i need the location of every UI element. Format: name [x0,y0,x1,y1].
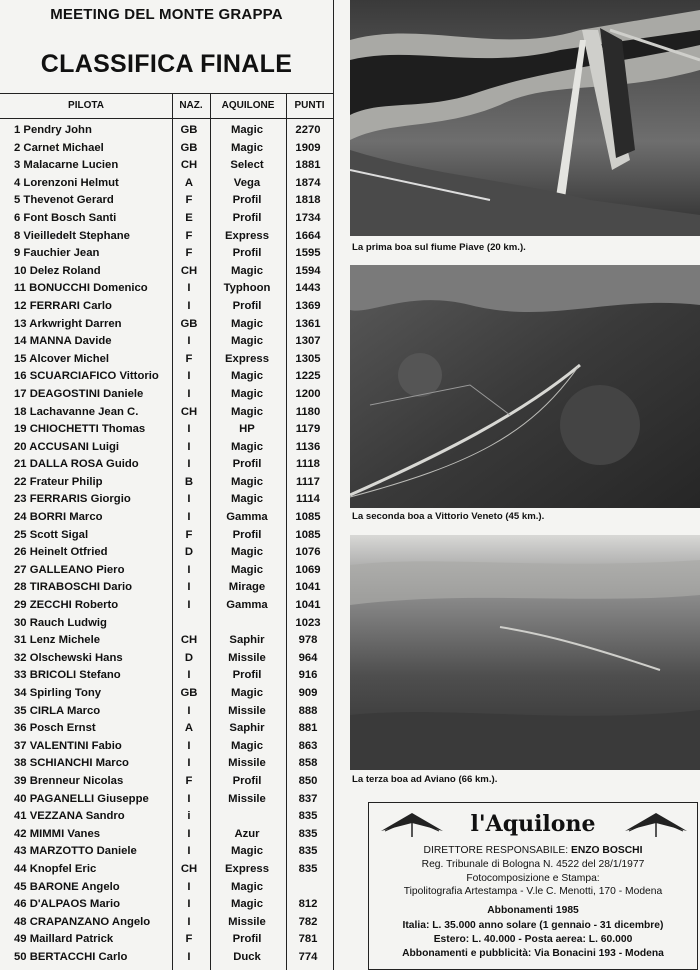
pilot-name: 26 Heinelt Otfried [14,546,108,559]
nationality: I [187,282,191,295]
kite-model: Magic [230,141,263,154]
table-row [0,351,333,369]
pilot-name: 23 FERRARIS Giorgio [14,493,131,506]
table-row [0,773,333,791]
table-row [0,615,333,633]
points: 1085 [295,511,321,524]
column-divider [333,0,334,970]
pilot-name: 2 Carnet Michael [14,141,104,154]
nationality: I [187,458,191,471]
nationality: CH [180,264,198,277]
points: 1136 [295,440,321,453]
nationality: GB [180,317,198,330]
pilot-name: 24 BORRI Marco [14,511,103,524]
nationality: I [187,739,191,752]
kite-icon [623,809,689,839]
nationality: I [187,845,191,858]
nationality: A [184,176,194,189]
photo-aviano [350,535,700,770]
kite-model: Profil [232,669,262,682]
points: 858 [298,757,318,770]
kite-model: Magic [230,387,263,400]
kite-model: Profil [232,528,262,541]
kite-model: Express [225,229,269,242]
pilot-name: 40 PAGANELLI Giuseppe [14,792,149,805]
points: 1594 [295,264,321,277]
points: 1595 [295,247,321,260]
points: 781 [298,933,318,946]
col-punti: PUNTI [294,100,325,111]
kite-model: Gamma [226,511,268,524]
points: 1305 [295,352,321,365]
pilot-name: 11 BONUCCHI Domenico [14,282,148,295]
table-row [0,122,333,140]
table-header [0,93,333,119]
points: 835 [298,827,318,840]
table-row [0,140,333,158]
pilot-name: 1 Pendry John [14,124,92,136]
table-row [0,808,333,826]
table-row [0,245,333,263]
points: 1180 [295,405,321,418]
pilot-name: 35 CIRLA Marco [14,704,101,717]
table-row [0,175,333,193]
pilot-name: 5 Thevenot Gerard [14,194,114,207]
kite-model: Magic [230,264,263,277]
table-row [0,421,333,439]
table-row [0,527,333,545]
points: 964 [298,651,318,664]
kite-model: Magic [230,898,263,911]
registration: Reg. Tribunale di Bologna N. 4522 del 28/1/1977 [421,859,645,870]
photo-caption: La prima boa sul fiume Piave (20 km.). [352,242,526,253]
points: 1179 [295,423,321,436]
pilot-name: 43 MARZOTTO Daniele [14,845,137,858]
nationality: I [187,757,191,770]
col-naz: NAZ. [179,100,203,111]
kite-model: HP [239,423,255,436]
table-row [0,491,333,509]
pilot-name: 46 D'ALPAOS Mario [14,898,121,911]
points: 812 [298,898,318,911]
nationality: F [185,528,193,541]
kite-model: Profil [232,458,262,471]
table-row [0,879,333,897]
table-row [0,298,333,316]
pilot-name: 22 Frateur Philip [14,475,103,488]
pilot-name: 18 Lachavanne Jean C. [14,405,139,418]
colophon-box [368,802,698,970]
table-row [0,579,333,597]
kite-model: Profil [232,247,262,260]
pilot-name: 37 VALENTINI Fabio [14,739,122,752]
pilot-name: 10 Delez Roland [14,264,101,277]
pilot-name: 41 VEZZANA Sandro [14,810,125,823]
kite-model: Missile [228,651,266,664]
points: 1734 [295,211,321,224]
points: 881 [298,722,318,735]
print-heading: Fotocomposizione e Stampa: [466,873,600,884]
subscription-abroad: Estero: L. 40.000 - Posta aerea: L. 60.000 [433,934,633,945]
photo-caption: La terza boa ad Aviano (66 km.). [352,774,498,785]
points: 1361 [295,317,321,330]
table-row [0,439,333,457]
kite-model: Mirage [228,581,266,594]
nationality: I [187,792,191,805]
points: 837 [298,792,318,805]
nationality: I [187,915,191,928]
pilot-name: 6 Font Bosch Santi [14,211,117,224]
kite-model: Magic [230,475,263,488]
points: 1118 [296,458,320,471]
points: 850 [298,774,318,787]
table-row [0,368,333,386]
nationality: I [187,563,191,576]
director-name: ENZO BOSCHI [570,845,643,856]
kite-model: Magic [230,440,263,453]
event-title: MEETING DEL MONTE GRAPPA [50,6,283,23]
nationality: CH [180,862,198,875]
table-row [0,333,333,351]
pilot-name: 9 Fauchier Jean [14,247,100,260]
nationality: GB [180,687,198,699]
table-row [0,509,333,527]
nationality: I [187,581,191,594]
nationality: I [187,387,191,400]
pilot-name: 14 MANNA Davide [14,335,112,348]
table-row [0,826,333,844]
col-pilota: PILOTA [68,100,104,111]
pilot-name: 39 Brenneur Nicolas [14,774,124,787]
points: 1117 [296,475,320,488]
nationality: F [185,352,193,365]
nationality: F [185,194,193,207]
kite-model: Profil [232,299,262,312]
kite-model: Missile [228,704,266,717]
table-row [0,544,333,562]
nationality: D [184,651,194,664]
points: 1369 [295,299,321,312]
kite-model: Magic [230,563,263,576]
table-row [0,791,333,809]
points: 1881 [295,159,321,172]
nationality: I [187,950,191,963]
table-row [0,562,333,580]
photo-caption: La seconda boa a Vittorio Veneto (45 km.). [352,511,545,522]
pilot-name: 33 BRICOLI Stefano [14,669,121,682]
kite-model: Magic [230,370,263,383]
kite-model: Profil [232,933,262,946]
points: 835 [298,862,318,875]
nationality: CH [180,159,198,172]
nationality: I [187,898,191,911]
nationality: i [187,810,191,823]
pilot-name: 50 BERTACCHI Carlo [14,950,128,963]
nationality: I [187,827,191,840]
table-row [0,456,333,474]
nationality: D [184,546,194,559]
kite-model: Express [225,352,269,365]
pilot-name: 31 Lenz Michele [14,634,101,647]
subscription-contact: Abbonamenti e pubblicità: Via Bonacini 193 - Modena [402,948,664,959]
kite-model: Express [225,862,269,875]
nationality: F [185,774,193,787]
table-row [0,263,333,281]
photo-piave [350,0,700,236]
table-row [0,157,333,175]
table-row [0,931,333,949]
nationality: I [187,704,191,717]
nationality: I [187,370,191,383]
kite-model: Saphir [229,722,265,735]
kite-model: Magic [230,739,263,752]
points: 1225 [295,370,321,383]
nationality: I [187,511,191,524]
points: 978 [298,634,318,647]
results-panel [0,0,346,970]
pilot-name: 32 Olschewski Hans [14,651,123,664]
pilot-name: 27 GALLEANO Piero [14,563,125,576]
table-row [0,192,333,210]
points: 863 [298,739,318,752]
table-row [0,720,333,738]
subscriptions-title: Abbonamenti 1985 [487,905,579,916]
nationality: A [184,722,194,735]
points: 1664 [295,229,321,242]
points: 1909 [295,141,321,154]
aquilone-logo: l'Aquilone [470,811,596,837]
points: 1085 [295,528,321,541]
pilot-name: 15 Alcover Michel [14,352,110,365]
kite-model: Profil [232,211,262,224]
points: 1041 [295,599,321,612]
pilot-name: 20 ACCUSANI Luigi [14,440,120,453]
table-row [0,650,333,668]
director-line [369,845,697,856]
kite-model: Typhoon [223,282,271,295]
printer: Tipolitografia Artestampa - V.le C. Menotti, 170 - Modena [403,886,663,897]
nationality: I [187,669,191,682]
table-row [0,386,333,404]
table-row [0,667,333,685]
pilot-name: 19 CHIOCHETTI Thomas [14,423,146,436]
points: 835 [298,810,318,823]
points: 916 [298,669,318,682]
table-row [0,210,333,228]
table-row [0,597,333,615]
table-row [0,474,333,492]
nationality: E [185,211,193,224]
pilot-name: 16 SCUARCIAFICO Vittorio [14,370,159,383]
nationality: I [187,493,191,506]
nationality: CH [180,405,198,418]
nationality: F [185,247,193,260]
points: 909 [298,687,318,699]
pilot-name: 34 Spirling Tony [14,687,102,699]
kite-model: Magic [230,335,263,348]
kite-model: Azur [234,827,260,840]
kite-model: Magic [230,493,263,506]
points: 774 [298,950,318,963]
kite-model: Magic [230,880,263,893]
nationality: I [187,599,191,612]
table-row [0,914,333,932]
pilot-name: 36 Posch Ernst [14,722,96,735]
pilot-name: 13 Arkwright Darren [14,317,122,330]
nationality: CH [180,634,198,647]
kite-model: Vega [233,176,261,189]
kite-model: Missile [228,792,266,805]
pilot-name: 38 SCHIANCHI Marco [14,757,129,770]
nationality: B [184,475,194,488]
table-row [0,755,333,773]
table-row [0,316,333,334]
kite-model: Magic [230,687,263,699]
nationality: I [187,423,191,436]
points: 1041 [295,581,321,594]
pilot-name: 25 Scott Sigal [14,528,89,541]
kite-model: Magic [230,124,263,136]
page-title: CLASSIFICA FINALE [40,50,293,78]
table-row [0,404,333,422]
table-row [0,632,333,650]
table-row [0,228,333,246]
pilot-name: 8 Vieilledelt Stephane [14,229,130,242]
pilot-name: 29 ZECCHI Roberto [14,599,119,612]
table-row [0,685,333,703]
kite-model: Saphir [229,634,265,647]
points: 1443 [295,282,321,295]
points: 1023 [295,616,321,629]
nationality: GB [180,141,198,154]
points: 1076 [295,546,321,559]
table-row [0,738,333,756]
points: 1818 [295,194,321,207]
col-aquilone: AQUILONE [221,100,275,111]
nationality: GB [180,124,198,136]
kite-model: Magic [230,845,263,858]
table-row [0,280,333,298]
table-row [0,703,333,721]
kite-model: Magic [230,317,263,330]
pilot-name: 28 TIRABOSCHI Dario [14,581,133,594]
pilot-name: 12 FERRARI Carlo [14,299,112,312]
kite-model: Missile [228,915,266,928]
nationality: I [187,880,191,893]
kite-model: Profil [232,774,262,787]
nationality: I [187,299,191,312]
pilot-name: 49 Maillard Patrick [14,933,114,946]
points: 1307 [295,335,321,348]
table-row [0,861,333,879]
kite-model: Select [230,159,264,172]
nationality: F [185,229,193,242]
kite-model: Duck [233,950,261,963]
results-table [0,122,333,967]
subscription-italy: Italia: L. 35.000 anno solare (1 gennaio - 31 dicembre) [402,920,664,931]
points: 888 [298,704,318,717]
pilot-name: 17 DEAGOSTINI Daniele [14,387,144,400]
pilot-name: 4 Lorenzoni Helmut [14,176,119,189]
pilot-name: 48 CRAPANZANO Angelo [14,915,151,928]
pilot-name: 3 Malacarne Lucien [14,159,119,172]
pilot-name: 44 Knopfel Eric [14,862,97,875]
nationality: F [185,933,193,946]
points: 1069 [295,563,321,576]
table-row [0,843,333,861]
kite-model: Missile [228,757,266,770]
points: 1114 [296,493,320,506]
table-row [0,896,333,914]
nationality: I [187,440,191,453]
points: 1874 [295,176,321,189]
pilot-name: 45 BARONE Angelo [14,880,120,893]
table-row [0,949,333,967]
pilot-name: 21 DALLA ROSA Guido [14,458,139,471]
kite-model: Profil [232,194,262,207]
director-label: DIRETTORE RESPONSABILE: [423,845,571,856]
kite-model: Magic [230,546,263,559]
pilot-name: 30 Rauch Ludwig [14,616,107,629]
nationality: I [187,335,191,348]
points: 835 [298,845,318,858]
photo-vittorio-veneto [350,265,700,508]
kite-model: Gamma [226,599,268,612]
points: 2270 [295,124,321,136]
points: 1200 [295,387,321,400]
pilot-name: 42 MIMMI Vanes [14,827,101,840]
points: 782 [298,915,318,928]
kite-model: Magic [230,405,263,418]
